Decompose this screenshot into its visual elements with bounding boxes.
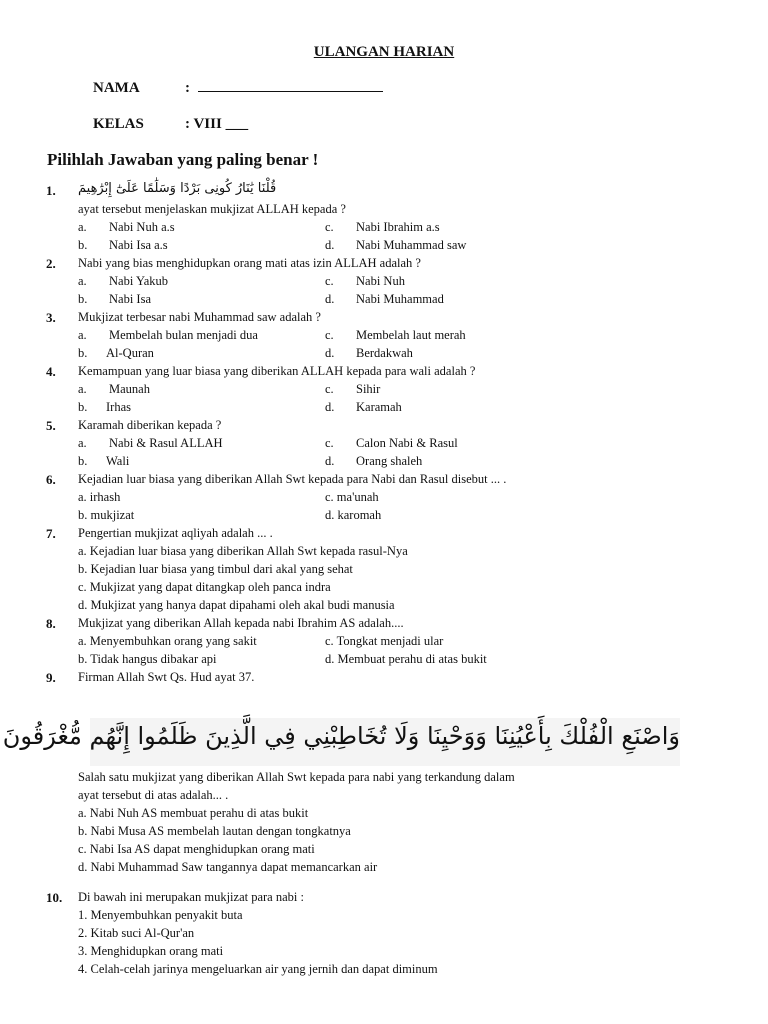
q1-question: ayat tersebut menjelaskan mukjizat ALLAH kepada ? <box>78 202 346 216</box>
q5-question: Karamah diberikan kepada ? <box>78 418 222 432</box>
q4-option-c[interactable]: c. Sihir <box>325 382 381 396</box>
q1-option-c[interactable]: c. Nabi Ibrahim a.s <box>325 220 440 234</box>
q8-option-c[interactable]: c. Tongkat menjadi ular <box>325 634 444 648</box>
q9-arabic-verse: وَاصْنَعِ الْفُلْكَ بِأَعْيُنِنَا وَوَحْيِنَا وَلَا تُخَاطِبْنِي فِي الَّذِينَ ظَلَمُوا إِنَّهُم مُّغْرَقُونَ <box>2 722 680 750</box>
q2-question: Nabi yang bias menghidupkan orang mati atas izin ALLAH adalah ? <box>78 256 421 270</box>
q10-item-2: 2. Kitab suci Al-Qur'an <box>78 926 195 940</box>
q4-number: 4. <box>46 364 56 379</box>
nama-blank-line <box>198 91 383 92</box>
q8-option-a[interactable]: a. Menyembuhkan orang yang sakit <box>78 634 257 648</box>
q7-option-a[interactable]: a. Kejadian luar biasa yang diberikan Allah Swt kepada rasul-Nya <box>78 544 408 558</box>
nama-label: NAMA <box>93 80 140 96</box>
q10-item-4: 4. Celah-celah jarinya mengeluarkan air yang jernih dan dapat diminum <box>78 962 438 976</box>
q5-option-b[interactable]: b. Wali <box>78 454 130 468</box>
q4-option-a[interactable]: a. Maunah <box>78 382 150 396</box>
q6-option-c[interactable]: c. ma'unah <box>325 490 379 504</box>
q10-item-3: 3. Menghidupkan orang mati <box>78 944 224 958</box>
q9-number: 9. <box>46 670 56 685</box>
kelas-label: KELAS <box>93 116 144 132</box>
q1-option-b[interactable]: b. Nabi Isa a.s <box>78 238 168 252</box>
nama-colon: : <box>185 80 190 96</box>
q6-option-d[interactable]: d. karomah <box>325 508 382 522</box>
q1-option-a[interactable]: a. Nabi Nuh a.s <box>78 220 175 234</box>
q10-question: Di bawah ini merupakan mukjizat para nabi : <box>78 890 304 904</box>
q5-number: 5. <box>46 418 56 433</box>
q1-option-d[interactable]: d. Nabi Muhammad saw <box>325 238 467 252</box>
q4-option-b[interactable]: b. Irhas <box>78 400 131 414</box>
page-title: ULANGAN HARIAN <box>313 44 455 60</box>
q2-option-c[interactable]: c. Nabi Nuh <box>325 274 405 288</box>
q9-option-b[interactable]: b. Nabi Musa AS membelah lautan dengan tongkatnya <box>78 824 351 838</box>
q9-question-line-2: Salah satu mukjizat yang diberikan Allah Swt kepada para nabi yang terkandung dalam <box>78 770 515 784</box>
q6-question: Kejadian luar biasa yang diberikan Allah Swt kepada para Nabi dan Rasul disebut ... . <box>78 472 507 486</box>
q9-option-d[interactable]: d. Nabi Muhammad Saw tangannya dapat memancarkan air <box>78 860 378 874</box>
q1-arabic-verse: قُلْنَا يَٰنَارُ كُونِى بَرْدًا وَسَلَٰمًا عَلَىٰٓ إِبْرَٰهِيمَ <box>78 181 277 196</box>
q2-option-a[interactable]: a. Nabi Yakub <box>78 274 169 288</box>
q3-option-a[interactable]: a. Membelah bulan menjadi dua <box>78 328 258 342</box>
q9-option-a[interactable]: a. Nabi Nuh AS membuat perahu di atas bukit <box>78 806 309 820</box>
q5-option-d[interactable]: d. Orang shaleh <box>325 454 423 468</box>
q5-option-a[interactable]: a. Nabi & Rasul ALLAH <box>78 436 223 450</box>
q3-option-c[interactable]: c. Membelah laut merah <box>325 328 466 342</box>
q10-item-1: 1. Menyembuhkan penyakit buta <box>78 908 243 922</box>
q10-number: 10. <box>46 890 63 905</box>
q8-option-b[interactable]: b. Tidak hangus dibakar api <box>78 652 217 666</box>
q4-option-d[interactable]: d. Karamah <box>325 400 402 414</box>
q3-question: Mukjizat terbesar nabi Muhammad saw adalah ? <box>78 310 321 324</box>
q2-option-d[interactable]: d. Nabi Muhammad <box>325 292 444 306</box>
q7-option-c[interactable]: c. Mukjizat yang dapat ditangkap oleh panca indra <box>78 580 331 594</box>
q8-option-d[interactable]: d. Membuat perahu di atas bukit <box>325 652 487 666</box>
q8-number: 8. <box>46 616 56 631</box>
instruction-heading: Pilihlah Jawaban yang paling benar ! <box>47 150 319 169</box>
q9-option-c[interactable]: c. Nabi Isa AS dapat menghidupkan orang mati <box>78 842 315 856</box>
q8-question: Mukjizat yang diberikan Allah kepada nabi Ibrahim AS adalah.... <box>78 616 404 630</box>
q9-question-line-3: ayat tersebut di atas adalah... . <box>78 788 229 802</box>
q3-number: 3. <box>46 310 56 325</box>
q2-number: 2. <box>46 256 56 271</box>
q7-number: 7. <box>46 526 56 541</box>
q1-number: 1. <box>46 183 56 198</box>
q5-option-c[interactable]: c. Calon Nabi & Rasul <box>325 436 458 450</box>
q2-option-b[interactable]: b. Nabi Isa <box>78 292 151 306</box>
q7-option-d[interactable]: d. Mukjizat yang hanya dapat dipahami oleh akal budi manusia <box>78 598 395 612</box>
kelas-field[interactable]: : VIII ___ <box>185 116 249 132</box>
q6-option-b[interactable]: b. mukjizat <box>78 508 135 522</box>
q6-number: 6. <box>46 472 56 487</box>
q4-question: Kemampuan yang luar biasa yang diberikan ALLAH kepada para wali adalah ? <box>78 364 476 378</box>
q6-option-a[interactable]: a. irhash <box>78 490 121 504</box>
quran-verse-box <box>2 718 680 766</box>
q9-question: Firman Allah Swt Qs. Hud ayat 37. <box>78 670 255 684</box>
nama-field[interactable] <box>185 80 383 97</box>
q7-option-b[interactable]: b. Kejadian luar biasa yang timbul dari akal yang sehat <box>78 562 353 576</box>
q7-question: Pengertian mukjizat aqliyah adalah ... . <box>78 526 273 540</box>
q3-option-d[interactable]: d. Berdakwah <box>325 346 413 360</box>
q3-option-b[interactable]: b. Al-Quran <box>78 346 154 360</box>
